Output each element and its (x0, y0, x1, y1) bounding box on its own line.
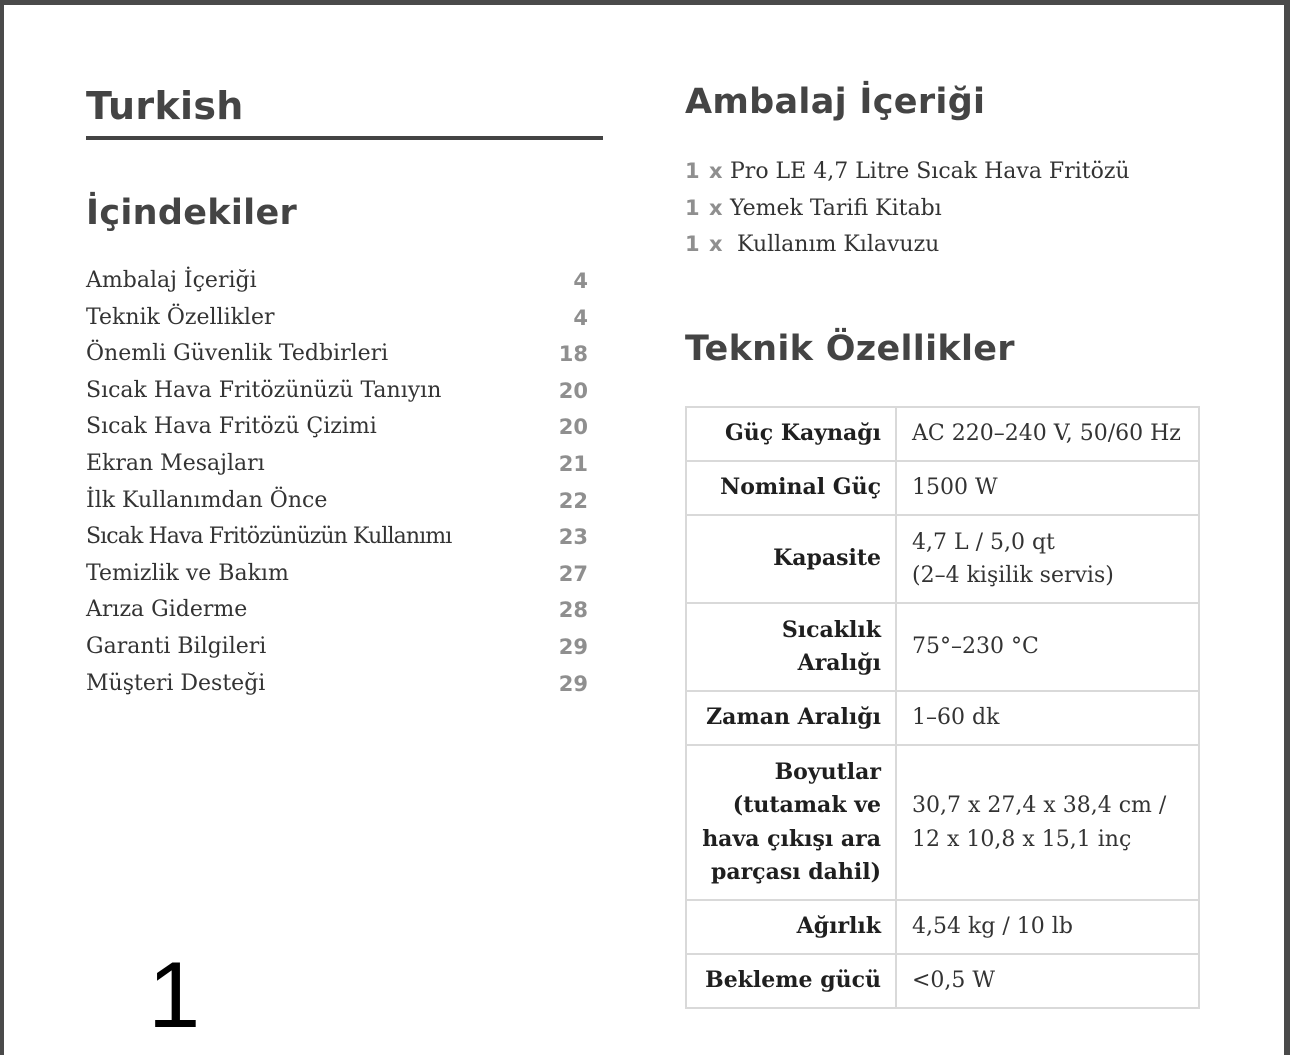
language-title: Turkish (86, 84, 244, 128)
toc-item-label: Sıcak Hava Fritözünüzü Tanıyın (86, 377, 442, 403)
toc-item (86, 520, 588, 557)
toc-item-page: 22 (558, 488, 588, 513)
toc-item (86, 557, 588, 594)
toc-item-label: Sıcak Hava Fritözü Çizimi (86, 414, 377, 440)
toc-item-label: Arıza Giderme (86, 597, 248, 623)
toc-item-page: 28 (558, 598, 588, 623)
package-item-qty: 1 (685, 232, 700, 256)
frame-left-border (0, 0, 4, 1055)
toc-item-label: Ekran Mesajları (86, 450, 265, 476)
spec-value: AC 220–240 V, 50/60 Hz (896, 407, 1199, 461)
toc-item-page: 4 (573, 305, 588, 330)
package-item-name: Yemek Tarifi Kitabı (730, 195, 942, 221)
spec-key: Boyutlar (tutamak ve hava çıkışı ara parçası dahil) (686, 745, 896, 900)
package-contents-title: Ambalaj İçeriği (685, 82, 986, 122)
toc-item-label: Önemli Güvenlik Tedbirleri (86, 341, 389, 367)
frame-top-border (0, 0, 1290, 5)
package-item-times: x (709, 195, 723, 220)
spec-value: 30,7 x 27,4 x 38,4 cm / 12 x 10,8 x 15,1 inç (896, 745, 1199, 900)
toc-item-label: Sıcak Hava Fritözünüzün Kullanımı (86, 524, 452, 550)
spec-key: Ağırlık (686, 900, 896, 954)
table-of-contents (86, 264, 588, 703)
specifications-table (685, 406, 1200, 1009)
spec-key: Sıcaklık Aralığı (686, 603, 896, 691)
toc-item (86, 593, 588, 630)
toc-item-page: 18 (558, 342, 588, 367)
spec-key: Nominal Güç (686, 461, 896, 515)
toc-item (86, 374, 588, 411)
toc-item-label: Ambalaj İçeriği (86, 268, 257, 293)
title-underline (86, 136, 603, 140)
table-row (686, 691, 1199, 745)
spec-key: Zaman Aralığı (686, 691, 896, 745)
table-row (686, 745, 1199, 900)
toc-item (86, 630, 588, 667)
package-item-qty: 1 (685, 159, 700, 183)
toc-item-page: 23 (558, 525, 588, 550)
package-item (685, 227, 1130, 264)
toc-item (86, 301, 588, 338)
spec-value: 4,54 kg / 10 lb (896, 900, 1199, 954)
toc-item (86, 410, 588, 447)
frame-right-border (1284, 0, 1290, 1055)
spec-value: 1500 W (896, 461, 1199, 515)
package-item-times: x (709, 232, 723, 256)
toc-item (86, 484, 588, 521)
toc-item-page: 29 (558, 671, 588, 696)
toc-item-label: İlk Kullanımdan Önce (86, 487, 328, 513)
package-contents-list (685, 154, 1130, 264)
table-row (686, 461, 1199, 515)
table-row (686, 954, 1199, 1008)
toc-item-page: 21 (558, 451, 588, 476)
table-row (686, 515, 1199, 603)
package-item-times: x (709, 159, 723, 183)
toc-item-page: 4 (573, 269, 588, 293)
table-row (686, 407, 1199, 461)
spec-value: 75°–230 °C (896, 603, 1199, 691)
package-item (685, 154, 1130, 191)
toc-item-label: Garanti Bilgileri (86, 633, 267, 659)
page-number: 1 (148, 942, 201, 1047)
toc-item-page: 20 (558, 378, 588, 403)
toc-item (86, 264, 588, 301)
toc-item (86, 337, 588, 374)
spec-value: 1–60 dk (896, 691, 1199, 745)
package-item-name: Kullanım Kılavuzu (730, 232, 940, 257)
toc-item-label: Müşteri Desteği (86, 670, 266, 696)
toc-title: İçindekiler (86, 193, 298, 233)
toc-item-page: 29 (558, 634, 588, 659)
spec-key: Kapasite (686, 515, 896, 603)
spec-key: Güç Kaynağı (686, 407, 896, 461)
spec-value: <0,5 W (896, 954, 1199, 1008)
package-item (685, 191, 1130, 228)
toc-item-page: 27 (558, 561, 588, 586)
package-item-qty: 1 (685, 195, 700, 220)
specifications-title: Teknik Özellikler (685, 329, 1015, 369)
package-item-name: Pro LE 4,7 Litre Sıcak Hava Fritözü (730, 159, 1130, 184)
toc-item-label: Temizlik ve Bakım (86, 560, 289, 586)
toc-item (86, 667, 588, 704)
table-row (686, 603, 1199, 691)
toc-item-label: Teknik Özellikler (86, 304, 275, 330)
toc-item (86, 447, 588, 484)
toc-item-page: 20 (558, 415, 588, 440)
table-row (686, 900, 1199, 954)
spec-value: 4,7 L / 5,0 qt (2–4 kişilik servis) (896, 515, 1199, 603)
spec-key: Bekleme gücü (686, 954, 896, 1008)
